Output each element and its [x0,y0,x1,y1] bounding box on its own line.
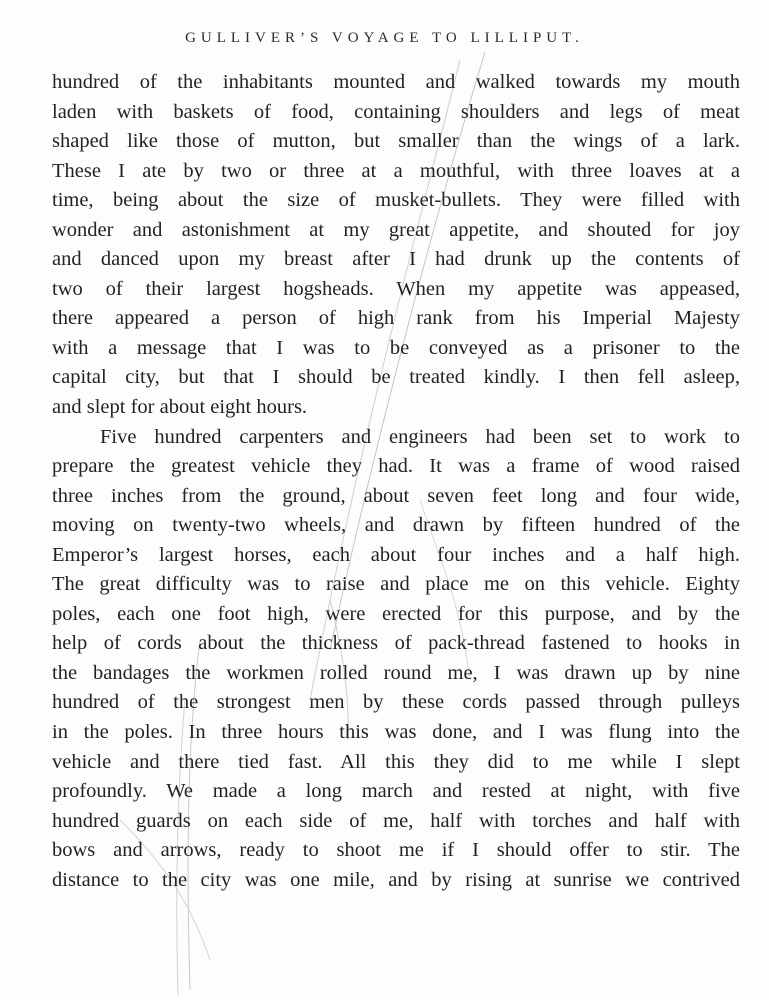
text-line: in the poles. In three hours this was done, and I was flung into the [52,721,740,744]
text-line: poles, each one foot high, were erected for this purpose, and by the [52,602,740,625]
text-line: and slept for about eight hours. [52,396,308,419]
text-line: moving on twenty-two wheels, and drawn by fifteen hundred of the [52,514,740,537]
text-line: distance to the city was one mile, and by rising at sunrise we contrived [52,868,740,891]
text-line: hundred of the strongest men by these cords passed through pulleys [52,691,740,714]
running-head: GULLIVER’S VOYAGE TO LILLIPUT. [185,30,584,46]
text-line: Five hundred carpenters and engineers had been set to work to [100,425,740,448]
text-line: bows and arrows, ready to shoot me if I should offer to stir. The [52,839,740,862]
text-line: The great difficulty was to raise and place me on this vehicle. Eighty [52,573,740,596]
paragraph [52,68,740,423]
text-line: hundred guards on each side of me, half with torches and half with [52,809,740,832]
text-line: prepare the greatest vehicle they had. It was a frame of wood raised [52,455,740,478]
text-line: help of cords about the thickness of pack-thread fastened to hooks in [52,632,740,655]
text-line: there appeared a person of high rank from his Imperial Majesty [52,307,740,330]
text-line: Emperor’s largest horses, each about four inches and a half high. [52,543,740,566]
text-line: the bandages the workmen rolled round me, I was drawn up by nine [52,661,740,684]
text-line: and danced upon my breast after I had drunk up the contents of [52,248,740,271]
text-line: two of their largest hogsheads. When my appetite was appeased, [52,277,740,300]
paragraph [52,423,740,896]
body-text [52,68,740,895]
text-line: with a message that I was to be conveyed as a prisoner to the [52,336,740,359]
text-line: hundred of the inhabitants mounted and walked towards my mouth [52,71,740,93]
text-line: laden with baskets of food, containing shoulders and legs of meat [52,100,740,123]
text-line: These I ate by two or three at a mouthful, with three loaves at a [52,159,740,182]
text-line: capital city, but that I should be treated kindly. I then fell asleep, [52,366,740,389]
text-line: vehicle and there tied fast. All this they did to me while I slept [52,750,740,773]
text-line: three inches from the ground, about seven feet long and four wide, [52,484,740,507]
text-line: time, being about the size of musket-bullets. They were filled with [52,189,740,212]
text-line: profoundly. We made a long march and rested at night, with five [52,780,740,803]
text-line: wonder and astonishment at my great appetite, and shouted for joy [52,218,740,241]
text-line: shaped like those of mutton, but smaller than the wings of a lark. [52,130,740,153]
